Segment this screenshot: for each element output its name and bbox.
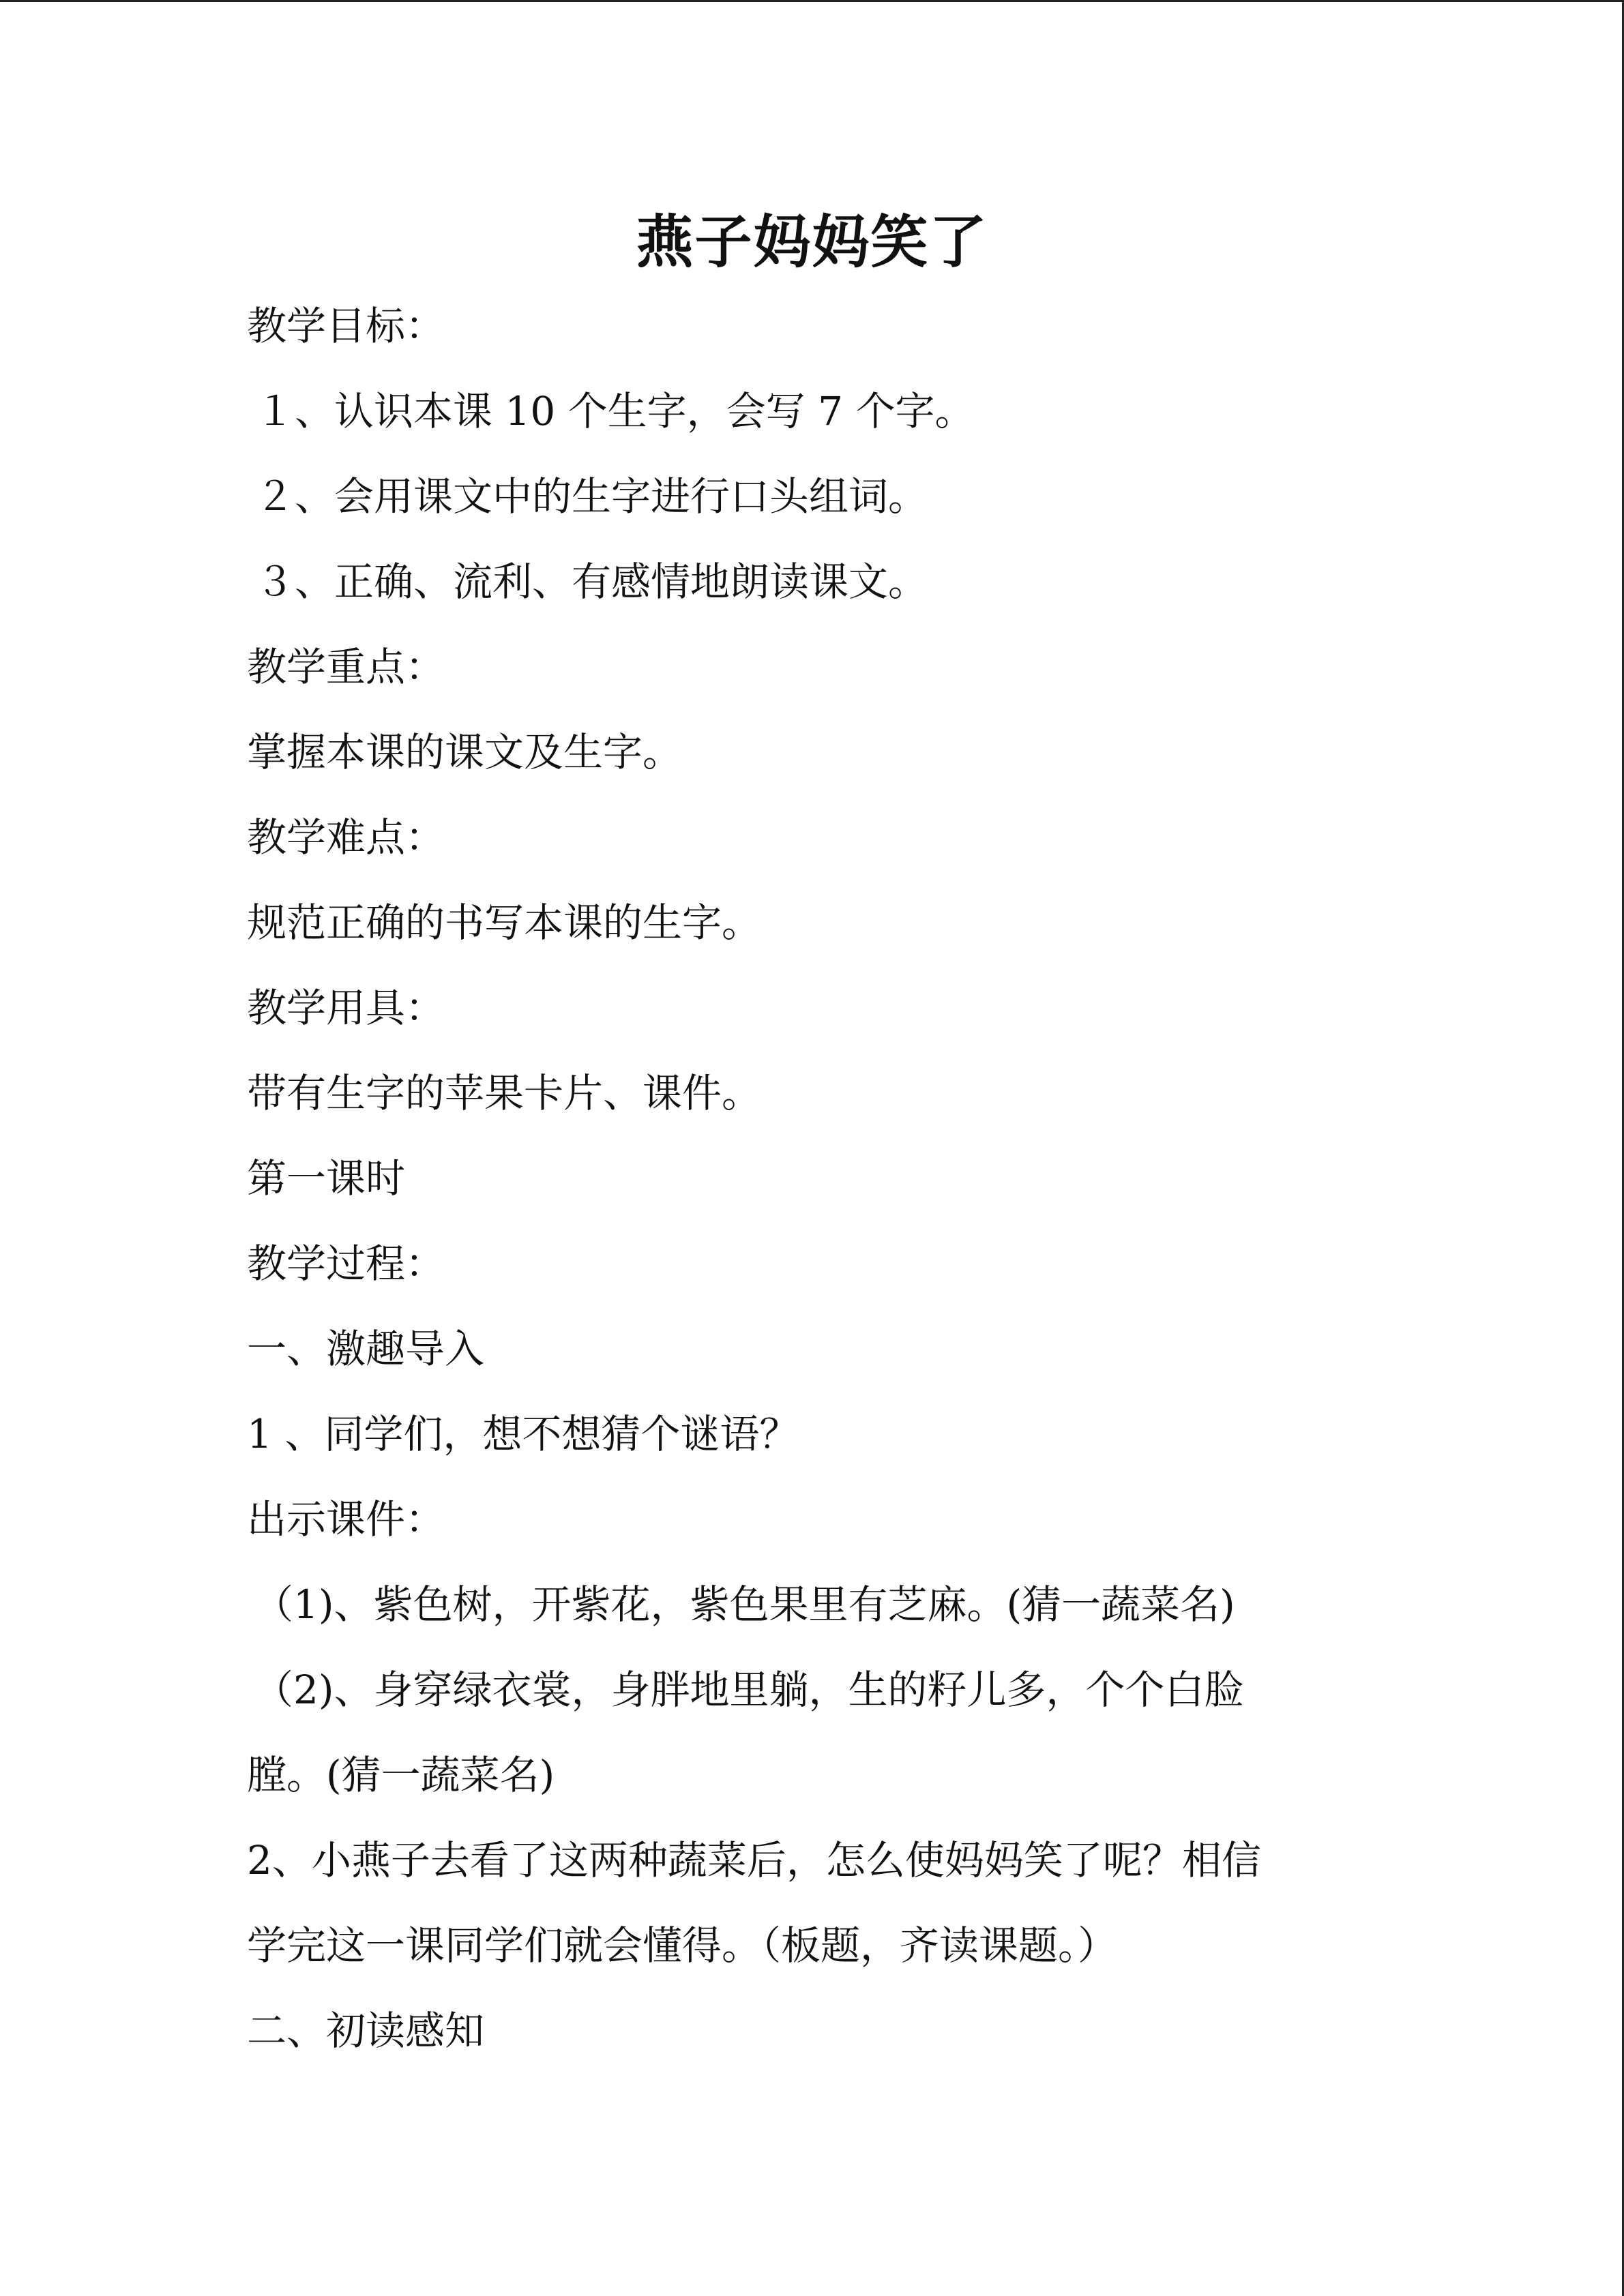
- heading-teaching-tools: 教学用具：: [247, 985, 445, 1031]
- heading-teaching-goals: 教学目标：: [247, 303, 445, 349]
- heading-key-points: 教学重点：: [247, 644, 445, 690]
- teaching-tools-text: 带有生字的苹果卡片、课件。: [247, 1070, 762, 1116]
- riddle-2-line-1: （2)、身穿绿衣裳，身胖地里躺，生的籽儿多，个个白脸: [254, 1667, 1244, 1713]
- lesson-period: 第一课时: [247, 1155, 406, 1202]
- riddle-1: （1)、紫色树，开紫花，紫色果里有芝麻。(猜一蔬菜名): [254, 1581, 1235, 1628]
- section-2-heading: 二、初读感知: [247, 2008, 485, 2054]
- goal-item-2: ２、会用课文中的生字进行口头组词。: [255, 473, 928, 520]
- difficulties-text: 规范正确的书写本课的生字。: [247, 899, 762, 946]
- page-top-border: [0, 0, 1624, 2]
- riddle-2-line-2: 膛。(猜一蔬菜名): [247, 1752, 555, 1798]
- heading-teaching-process: 教学过程：: [247, 1240, 445, 1287]
- show-courseware-label: 出示课件：: [247, 1496, 445, 1542]
- step-2-line-1: 2、小燕子去看了这两种蔬菜后，怎么使妈妈笑了呢？相信: [247, 1837, 1261, 1883]
- key-points-text: 掌握本课的课文及生字。: [247, 729, 683, 775]
- step-1-text: 1 、同学们，想不想猜个谜语？: [247, 1411, 799, 1457]
- goal-item-3: ３、正确、流利、有感情地朗读课文。: [255, 558, 928, 605]
- goal-item-1: １、认识本课 10 个生字，会写 7 个字。: [255, 388, 975, 434]
- section-1-heading: 一、激趣导入: [247, 1326, 485, 1372]
- document-title: 燕子妈妈笑了: [636, 209, 988, 275]
- heading-difficulties: 教学难点：: [247, 814, 445, 861]
- document-body: [247, 284, 1379, 2074]
- step-2-line-2: 学完这一课同学们就会懂得。（板题，齐读课题。）: [247, 1922, 1118, 1969]
